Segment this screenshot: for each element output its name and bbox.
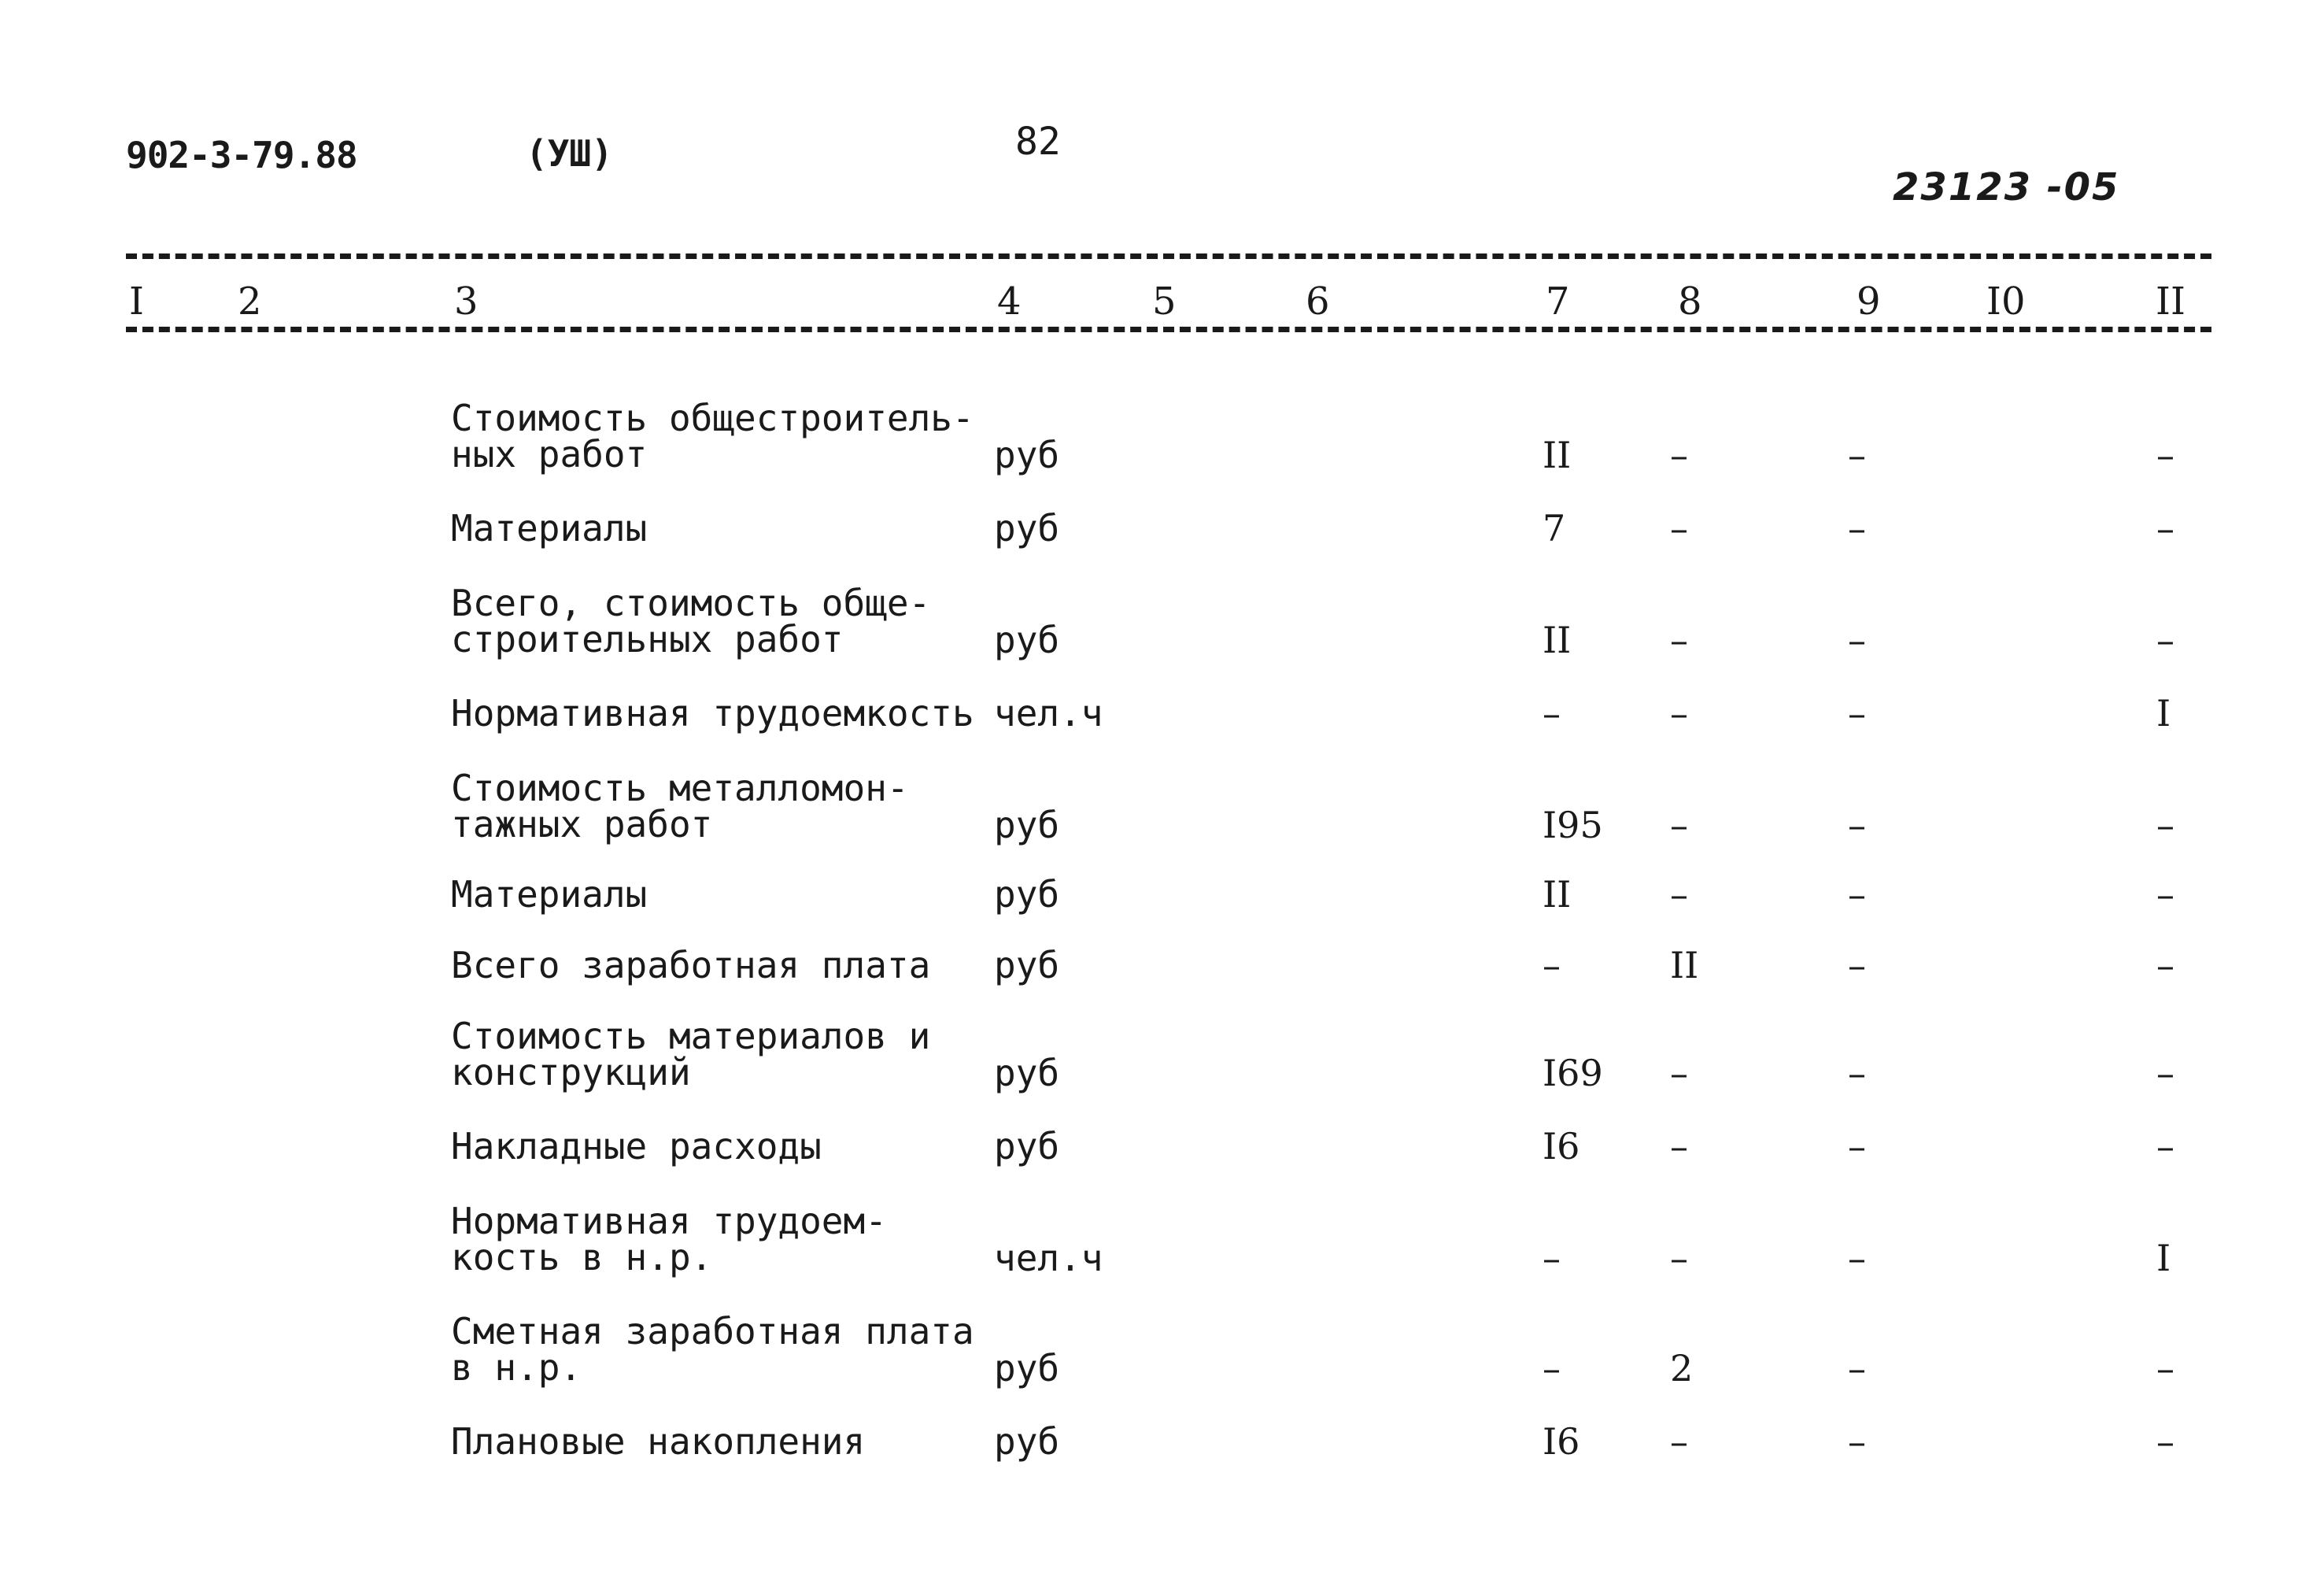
row-label: Стоимость общестроитель- ных работ xyxy=(451,397,974,475)
cell-col-11: – xyxy=(2156,873,2174,916)
cell-col-7: I69 xyxy=(1543,1052,1603,1094)
cell-col-9: – xyxy=(1848,1052,1866,1094)
cell-col-11: I xyxy=(2156,1237,2171,1279)
cell-col-9: – xyxy=(1848,507,1866,549)
cell-col-8: – xyxy=(1670,434,1688,476)
row-unit: чел.ч xyxy=(994,692,1103,734)
cell-col-8: – xyxy=(1670,1052,1688,1094)
cell-col-11: – xyxy=(2156,619,2174,661)
page-number: 82 xyxy=(1015,120,1061,164)
cell-col-11: – xyxy=(2156,804,2174,846)
cell-col-8: – xyxy=(1670,873,1688,916)
column-number: 2 xyxy=(235,281,265,322)
row-label: Сметная заработная плата в н.р. xyxy=(451,1310,974,1389)
column-number: 8 xyxy=(1675,281,1705,322)
cell-col-9: – xyxy=(1848,692,1866,734)
column-number: 6 xyxy=(1302,281,1333,322)
column-number: 4 xyxy=(994,281,1025,322)
row-unit: руб xyxy=(994,1420,1060,1463)
cell-col-9: – xyxy=(1848,804,1866,846)
cell-col-9: – xyxy=(1848,1347,1866,1389)
dashed-rule-bottom xyxy=(126,327,2211,332)
cell-col-9: – xyxy=(1848,1420,1866,1463)
row-unit: чел.ч xyxy=(994,1237,1103,1279)
cell-col-11: – xyxy=(2156,1052,2174,1094)
cell-col-8: II xyxy=(1670,944,1699,986)
row-label: Плановые накопления xyxy=(451,1420,866,1463)
document-part: (УШ) xyxy=(526,132,613,175)
cell-col-9: – xyxy=(1848,1125,1866,1167)
column-number: II xyxy=(2152,281,2189,322)
cell-col-11: – xyxy=(2156,1347,2174,1389)
cell-col-8: – xyxy=(1670,1420,1688,1463)
cell-col-9: – xyxy=(1848,434,1866,476)
document-code: 902-3-79.88 xyxy=(126,134,357,176)
cell-col-11: – xyxy=(2156,1125,2174,1167)
column-number: 7 xyxy=(1543,281,1573,322)
cell-col-7: I6 xyxy=(1543,1125,1580,1167)
row-unit: руб xyxy=(994,873,1060,916)
row-unit: руб xyxy=(994,434,1060,476)
cell-col-7: – xyxy=(1543,944,1561,986)
handwritten-code: 23123 -05 xyxy=(1893,165,2120,209)
cell-col-9: – xyxy=(1848,944,1866,986)
row-unit: руб xyxy=(994,1052,1060,1094)
cell-col-8: 2 xyxy=(1670,1347,1694,1389)
row-unit: руб xyxy=(994,1347,1060,1389)
cell-col-11: – xyxy=(2156,507,2174,549)
row-label: Материалы xyxy=(451,873,648,916)
row-label: Стоимость металломон- тажных работ xyxy=(451,767,909,846)
cell-col-8: – xyxy=(1670,619,1688,661)
cell-col-8: – xyxy=(1670,507,1688,549)
row-label: Стоимость материалов и конструкций xyxy=(451,1015,931,1093)
cell-col-9: – xyxy=(1848,1237,1866,1279)
cell-col-8: – xyxy=(1670,804,1688,846)
cell-col-9: – xyxy=(1848,619,1866,661)
cell-col-11: I xyxy=(2156,692,2171,734)
cell-col-8: – xyxy=(1670,692,1688,734)
cell-col-9: – xyxy=(1848,873,1866,916)
cell-col-7: II xyxy=(1543,873,1572,916)
row-label: Нормативная трудоем- кость в н.р. xyxy=(451,1200,887,1278)
row-unit: руб xyxy=(994,804,1060,846)
row-label: Материалы xyxy=(451,507,648,549)
cell-col-8: – xyxy=(1670,1125,1688,1167)
cell-col-7: – xyxy=(1543,692,1561,734)
cell-col-8: – xyxy=(1670,1237,1688,1279)
cell-col-7: II xyxy=(1543,434,1572,476)
row-unit: руб xyxy=(994,944,1060,986)
cell-col-7: – xyxy=(1543,1347,1561,1389)
cell-col-11: – xyxy=(2156,1420,2174,1463)
column-number: 3 xyxy=(451,281,482,322)
row-label: Накладные расходы xyxy=(451,1125,822,1167)
cell-col-7: – xyxy=(1543,1237,1561,1279)
column-number: 9 xyxy=(1853,281,1884,322)
column-number: I0 xyxy=(1983,281,2029,322)
dashed-rule-top xyxy=(126,253,2211,259)
cell-col-7: I95 xyxy=(1543,804,1603,846)
cell-col-7: I6 xyxy=(1543,1420,1580,1463)
row-label: Всего, стоимость обще- строительных работ xyxy=(451,582,931,660)
row-label: Всего заработная плата xyxy=(451,944,931,986)
row-unit: руб xyxy=(994,507,1060,549)
column-number: 5 xyxy=(1149,281,1180,322)
cell-col-11: – xyxy=(2156,434,2174,476)
row-unit: руб xyxy=(994,619,1060,661)
cell-col-11: – xyxy=(2156,944,2174,986)
cell-col-7: II xyxy=(1543,619,1572,661)
cell-col-7: 7 xyxy=(1543,507,1566,549)
column-number: I xyxy=(126,281,147,322)
row-unit: руб xyxy=(994,1125,1060,1167)
row-label: Нормативная трудоемкость xyxy=(451,692,974,734)
